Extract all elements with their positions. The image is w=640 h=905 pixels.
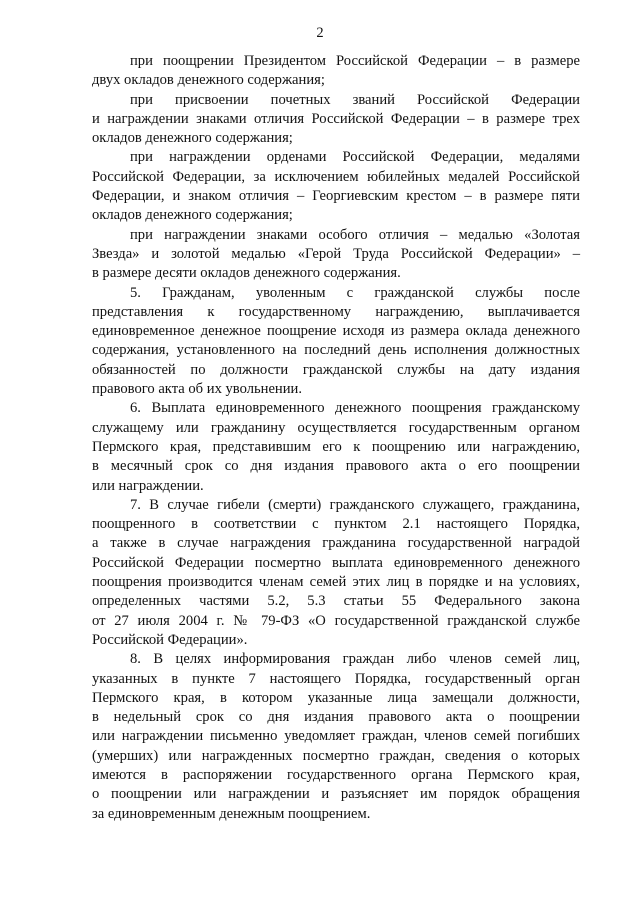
paragraph	[92, 52, 580, 91]
text-line: Пермского края, представившим его к поощрению или награждению,	[92, 438, 580, 455]
text-line: 7. В случае гибели (смерти) гражданского служащего, гражданина,	[130, 496, 580, 513]
paragraph	[92, 226, 580, 284]
text-line: 8. В целях информирования граждан либо членов семей лиц,	[130, 651, 580, 668]
document-body	[92, 52, 580, 824]
text-line: Федерации, и знаком отличия – Георгиевским крестом – в размере пяти	[92, 188, 580, 205]
text-line: 6. Выплата единовременного денежного поощрения гражданскому	[130, 400, 580, 417]
text-line: представления к государственному награждению, выплачивается	[92, 303, 580, 320]
page-number: 2	[316, 25, 324, 41]
text-line: единовременное денежное поощрение исходя из размера оклада денежного	[92, 323, 580, 340]
paragraph	[92, 91, 580, 149]
text-line: Пермского края, в котором указанные лица замещали должности,	[92, 689, 580, 706]
paragraph	[92, 148, 580, 225]
text-line: при присвоении почетных званий Российской Федерации	[130, 91, 580, 108]
text-line: при награждении орденами Российской Федерации, медалями	[130, 149, 580, 166]
text-line: окладов денежного содержания;	[92, 207, 293, 224]
text-line: при награждении знаками особого отличия – медалью «Золотая	[130, 226, 580, 243]
text-line: окладов денежного содержания;	[92, 130, 293, 147]
text-line: поощренного в соответствии с пунктом 2.1 настоящего Порядка,	[92, 516, 580, 533]
text-line: в размере десяти окладов денежного содержания.	[92, 265, 401, 282]
text-line: двух окладов денежного содержания;	[92, 72, 325, 89]
text-line: о поощрении или награждении и разъясняет им порядок обращения	[92, 786, 580, 803]
text-line: определенных частями 5.2, 5.3 статьи 55 Федерального закона	[92, 593, 580, 610]
text-line: правового акта об их увольнении.	[92, 381, 303, 398]
text-line: в месячный срок со дня издания правового акта о его поощрении	[92, 458, 580, 475]
text-line: за единовременным денежным поощрением.	[92, 805, 371, 822]
text-line: Российской Федерации».	[92, 631, 248, 648]
text-line: или награждении.	[92, 477, 204, 494]
text-line: Российской Федерации посмертно выплата единовременного денежного	[92, 554, 580, 571]
text-line: и награждении знаками отличия Российской Федерации – в размере трех	[92, 110, 580, 127]
text-line: имеются в распоряжении государственного органа Пермского края,	[92, 766, 580, 783]
text-line: а также в случае награждения гражданина государственной наградой	[92, 535, 580, 552]
text-line: от 27 июля 2004 г. № 79-ФЗ «О государственной гражданской службе	[92, 612, 580, 629]
text-line: в недельный срок со дня издания правового акта о поощрении	[92, 709, 580, 726]
paragraph	[92, 399, 580, 495]
text-line: Звезда» и золотой медалью «Герой Труда Российской Федерации» –	[92, 245, 580, 262]
text-line: при поощрении Президентом Российской Федерации – в размере	[130, 53, 580, 69]
text-line: или награждении письменно уведомляет граждан, членов семей погибших	[92, 728, 580, 745]
text-line: указанных в пункте 7 настоящего Порядка, государственный орган	[92, 670, 580, 687]
text-line: служащему или гражданину осуществляется государственным органом	[92, 419, 580, 436]
text-line: Российской Федерации, за исключением юбилейных медалей Российской	[92, 168, 580, 185]
text-line: обязанностей по должности гражданской службы на дату издания	[92, 361, 580, 378]
text-line: 5. Гражданам, уволенным с гражданской службы после	[130, 284, 580, 301]
text-line: (умерших) или награжденных посмертно граждан, сведения о которых	[92, 747, 580, 764]
text-line: содержания, установленного на последний день исполнения должностных	[92, 342, 580, 359]
paragraph	[92, 496, 580, 650]
paragraph	[92, 284, 580, 400]
text-line: поощрения производится членам семей этих лиц в порядке и на условиях,	[92, 574, 580, 591]
paragraph	[92, 650, 580, 824]
